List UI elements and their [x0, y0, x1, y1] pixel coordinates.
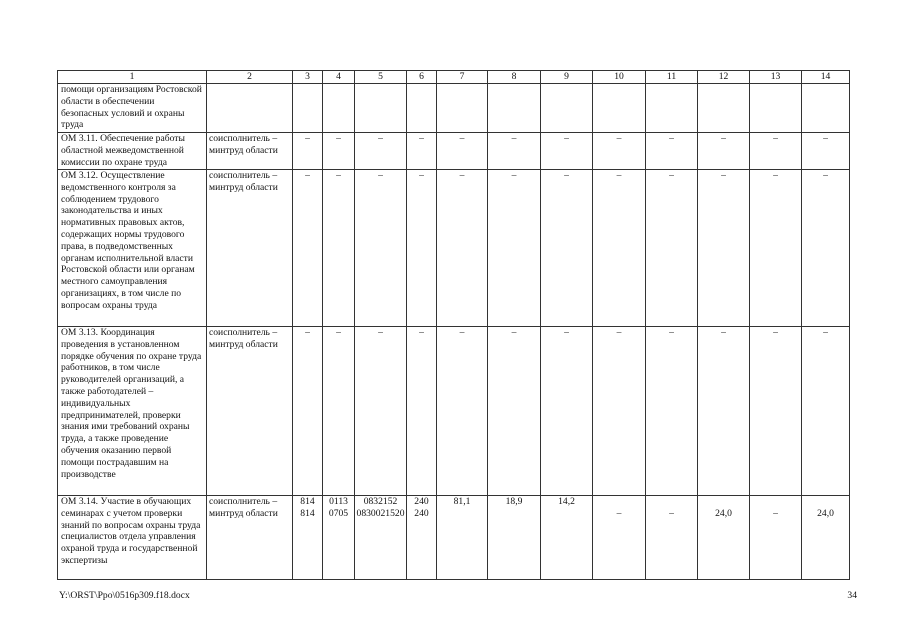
table-row [58, 133, 850, 170]
footer-file-path: Y:\ORST\Ppo\0516p309.f18.docx [59, 590, 190, 601]
rzpr-cell [323, 496, 355, 580]
data-cell: – [646, 170, 698, 327]
measure-title: ОМ 3.11. Обеспечение работы областной межведомственной комиссии по охране труда [58, 133, 207, 170]
data-cell: – [488, 170, 541, 327]
column-header: 7 [437, 71, 488, 84]
data-cell: – [323, 133, 355, 170]
grbs-code: 814 [300, 496, 315, 507]
column-header: 11 [646, 71, 698, 84]
data-cell: – [802, 170, 850, 327]
value-text: – [773, 508, 778, 519]
data-cell: – [355, 327, 407, 496]
executor-cell: соисполнитель – минтруд области [207, 133, 293, 170]
data-cell: – [698, 133, 750, 170]
table-row [58, 170, 850, 327]
value-text: 24,0 [817, 508, 834, 519]
value-cell: 14,2 [541, 496, 593, 580]
data-cell: – [488, 327, 541, 496]
measure-title: помощи организациям Ростовской области в обеспечении безопасных условий и охраны труда [58, 84, 207, 133]
data-cell [437, 84, 488, 133]
data-cell: – [407, 170, 437, 327]
rzpr-code: 0113 [329, 496, 348, 507]
column-header: 10 [593, 71, 646, 84]
data-cell [750, 84, 802, 133]
measure-title: ОМ 3.13. Координация проведения в установленном порядке обучения по охране труда работников, в том числе руководителей организаций, а также работодателей – индивидуальных предпринимателей, проверки знания ими требований охраны труда, а также проведение обучения оказанию первой помощи пострадавшим на производстве [58, 327, 207, 496]
data-cell: – [355, 133, 407, 170]
value-cell [802, 496, 850, 580]
data-cell: – [437, 133, 488, 170]
value-text: 24,0 [715, 508, 732, 519]
value-cell: 81,1 [437, 496, 488, 580]
data-cell [293, 84, 323, 133]
data-cell: – [355, 170, 407, 327]
column-header: 1 [58, 71, 207, 84]
program-table [57, 70, 850, 580]
value-cell [646, 496, 698, 580]
data-cell [698, 84, 750, 133]
data-cell: – [593, 133, 646, 170]
csr-code: 0832152 [363, 496, 398, 507]
executor-cell [207, 84, 293, 133]
data-cell: – [541, 133, 593, 170]
data-cell: – [698, 170, 750, 327]
table-row [58, 84, 850, 133]
data-cell: – [293, 327, 323, 496]
data-cell: – [593, 327, 646, 496]
executor-cell: соисполнитель – минтруд области [207, 496, 293, 580]
column-header: 9 [541, 71, 593, 84]
data-cell: – [802, 133, 850, 170]
data-cell: – [750, 133, 802, 170]
page-number: 34 [847, 590, 857, 601]
data-cell [802, 84, 850, 133]
data-cell [541, 84, 593, 133]
csr-code: 0830021520 [356, 507, 405, 519]
vr-cell [407, 496, 437, 580]
data-cell: – [802, 327, 850, 496]
table-row [58, 496, 850, 580]
data-cell: – [407, 133, 437, 170]
grbs-cell [293, 496, 323, 580]
data-cell: – [323, 170, 355, 327]
column-header: 8 [488, 71, 541, 84]
measure-title: ОМ 3.14. Участие в обучающих семинарах с учетом проверки знаний по вопросам охраны труда специалистов отдела управления охраной труда и государственной экспертизы [58, 496, 207, 580]
data-cell [355, 84, 407, 133]
data-cell: – [593, 170, 646, 327]
column-header: 2 [207, 71, 293, 84]
csr-cell [355, 496, 407, 580]
column-header: 13 [750, 71, 802, 84]
executor-cell: соисполнитель – минтруд области [207, 327, 293, 496]
value-cell [750, 496, 802, 580]
column-number-row [58, 71, 850, 84]
data-cell: – [646, 327, 698, 496]
value-cell: 18,9 [488, 496, 541, 580]
data-cell: – [646, 133, 698, 170]
value-cell [698, 496, 750, 580]
measure-title: ОМ 3.12. Осуществление ведомственного контроля за соблюдением трудового законодательства и иных нормативных правовых актов, содержащих нормы трудового права, в подведомственных органам исполнительной власти Ростовской области или органам местного самоуправления организациях, в том числе по вопросам охраны труда [58, 170, 207, 327]
data-cell: – [541, 170, 593, 327]
data-cell: – [541, 327, 593, 496]
data-cell [488, 84, 541, 133]
grbs-code: 814 [300, 507, 315, 519]
data-cell: – [750, 327, 802, 496]
data-cell [407, 84, 437, 133]
data-cell: – [437, 170, 488, 327]
table-row [58, 327, 850, 496]
value-text: – [669, 508, 674, 519]
data-cell [323, 84, 355, 133]
executor-cell: соисполнитель – минтруд области [207, 170, 293, 327]
data-cell: – [407, 327, 437, 496]
data-cell: – [323, 327, 355, 496]
vr-code: 240 [414, 496, 429, 507]
data-cell: – [293, 170, 323, 327]
column-header: 3 [293, 71, 323, 84]
data-cell [593, 84, 646, 133]
column-header: 5 [355, 71, 407, 84]
column-header: 6 [407, 71, 437, 84]
data-cell: – [488, 133, 541, 170]
data-cell: – [293, 133, 323, 170]
value-cell [593, 496, 646, 580]
value-text: – [616, 508, 622, 519]
data-cell: – [698, 327, 750, 496]
column-header: 14 [802, 71, 850, 84]
rzpr-code: 0705 [328, 507, 349, 519]
data-cell: – [750, 170, 802, 327]
vr-code: 240 [414, 507, 429, 519]
column-header: 12 [698, 71, 750, 84]
data-cell: – [437, 327, 488, 496]
column-header: 4 [323, 71, 355, 84]
data-cell [646, 84, 698, 133]
